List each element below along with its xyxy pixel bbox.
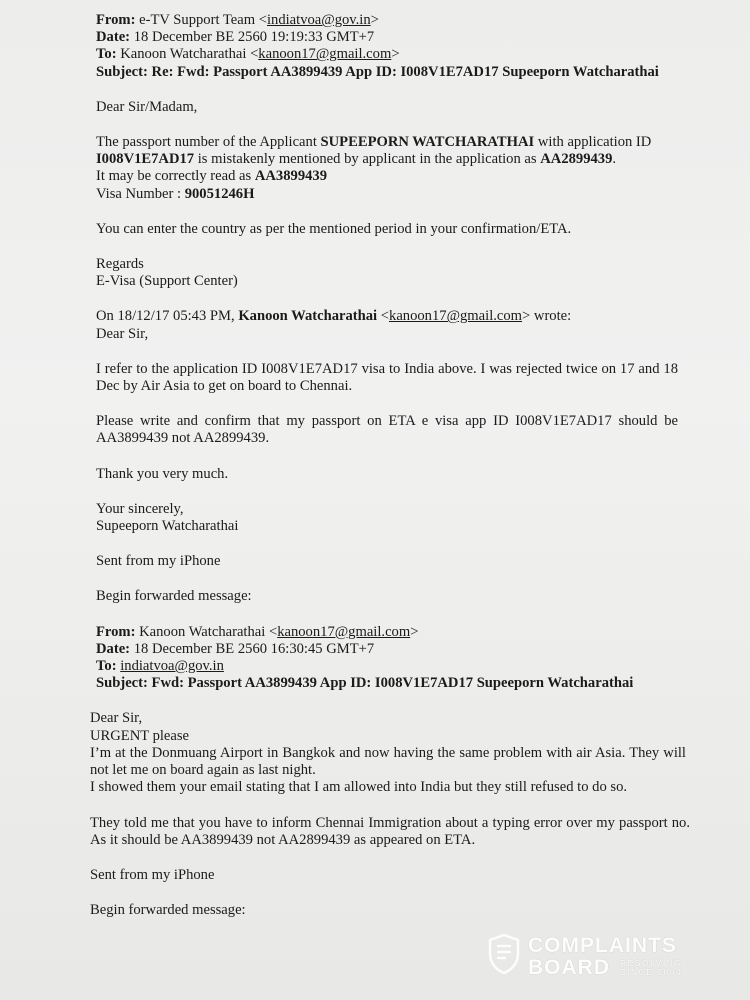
subject-value: Re: Fwd: Passport AA3899439 App ID: I008V1E7AD17 Supeeporn Watcharathai bbox=[151, 63, 659, 80]
reply-signoff: E-Visa (Support Center) bbox=[96, 273, 238, 290]
quote-author: Kanoon Watcharathai bbox=[238, 308, 378, 325]
application-id: I008V1E7AD17 bbox=[96, 151, 195, 168]
email-printout bbox=[90, 12, 716, 919]
quote-intro-text: < bbox=[377, 308, 390, 325]
fwd-date-label: Date: bbox=[96, 640, 131, 657]
fwd-to bbox=[96, 658, 716, 675]
watermark-line-2: BOARD bbox=[528, 956, 610, 979]
reply-greeting: Dear Sir/Madam, bbox=[96, 98, 198, 115]
reply-visa-number bbox=[96, 186, 716, 203]
quote-intro bbox=[96, 308, 716, 325]
quote-closing: Your sincerely, bbox=[96, 500, 184, 517]
fwd-to-email-link[interactable]: indiatvoa@gov.in bbox=[120, 658, 224, 675]
header-to bbox=[96, 46, 716, 63]
fwd-paragraph-2: I showed them your email stating that I am allowed into India but they still refused to do so. bbox=[90, 779, 628, 796]
fwd-from-label: From: bbox=[96, 623, 136, 640]
correct-passport-number: AA3899439 bbox=[254, 168, 328, 185]
fwd-from-bracket: > bbox=[410, 623, 419, 640]
quote-sent-from: Sent from my iPhone bbox=[96, 553, 221, 570]
watermark-line-1: COMPLAINTS bbox=[528, 934, 677, 957]
fwd-subject-value: Fwd: Passport AA3899439 App ID: I008V1E7AD17 Supeeporn Watcharathai bbox=[151, 675, 634, 692]
fwd-urgent: URGENT please bbox=[90, 727, 190, 744]
quote-intro-text: > wrote: bbox=[522, 308, 572, 325]
to-value: Kanoon Watcharathai < bbox=[120, 46, 259, 63]
quote-paragraph-1: I refer to the application ID I008V1E7AD17 visa to India above. I was rejected twice on 17 and 18 Dec by Air Asia to get on board to Chennai. bbox=[96, 360, 678, 395]
reply-paragraph-1-cont bbox=[96, 151, 716, 168]
reply-paragraph-entry: You can enter the country as per the mentioned period in your confirmation/ETA. bbox=[96, 220, 572, 237]
to-label: To: bbox=[96, 46, 117, 63]
from-email-link[interactable]: indiatvoa@gov.in bbox=[266, 12, 371, 28]
header-from bbox=[96, 12, 716, 29]
fwd-date-value: 18 December BE 2560 16:30:45 GMT+7 bbox=[133, 640, 375, 657]
reply-text: The passport number of the Applicant bbox=[96, 134, 321, 151]
quote-email-link[interactable]: kanoon17@gmail.com bbox=[389, 308, 523, 325]
quote-intro-text: On 18/12/17 05:43 PM, bbox=[96, 308, 239, 325]
reply-text: . bbox=[612, 151, 617, 168]
quote-thanks: Thank you very much. bbox=[96, 465, 229, 482]
fwd-paragraph-3: They told me that you have to inform Chennai Immigration about a typing error over my passport no. As it should be AA3899439 not AA2899439 as appeared on ETA. bbox=[90, 814, 690, 848]
from-label: From: bbox=[96, 12, 136, 28]
wrong-passport-number: AA2899439 bbox=[540, 151, 613, 168]
header-date bbox=[96, 29, 716, 46]
from-bracket: > bbox=[370, 12, 379, 28]
date-value: 18 December BE 2560 19:19:33 GMT+7 bbox=[133, 29, 375, 46]
reply-regards: Regards bbox=[96, 256, 144, 273]
header-subject bbox=[96, 64, 716, 81]
applicant-name: SUPEEPORN WATCHARATHAI bbox=[320, 134, 535, 151]
fwd-from bbox=[96, 624, 716, 641]
reply-text: It may be correctly read as bbox=[96, 168, 255, 185]
subject-label: Subject: bbox=[96, 63, 148, 80]
fwd-subject-label: Subject: bbox=[96, 675, 148, 692]
fwd-greeting: Dear Sir, bbox=[90, 710, 143, 727]
quote-name: Supeeporn Watcharathai bbox=[96, 518, 239, 535]
visa-number: 90051246H bbox=[184, 185, 255, 202]
from-value: e-TV Support Team < bbox=[139, 12, 267, 28]
quote-begin-forwarded: Begin forwarded message: bbox=[96, 588, 252, 605]
watermark-tagline bbox=[620, 959, 682, 977]
fwd-to-label: To: bbox=[96, 658, 117, 675]
fwd-subject bbox=[96, 675, 716, 692]
watermark-tag-2: SINCE 2004 bbox=[620, 967, 683, 977]
fwd-sent-from: Sent from my iPhone bbox=[90, 866, 215, 883]
reply-text: with application ID bbox=[534, 134, 652, 151]
shield-icon bbox=[488, 934, 520, 974]
to-email-link[interactable]: kanoon17@gmail.com bbox=[258, 46, 392, 63]
reply-text: Visa Number : bbox=[96, 185, 185, 202]
reply-correct-passport bbox=[96, 168, 716, 185]
watermark-tag-1: RESOLVING bbox=[620, 958, 683, 968]
fwd-date bbox=[96, 641, 716, 658]
fwd-from-email-link[interactable]: kanoon17@gmail.com bbox=[277, 623, 411, 640]
quote-paragraph-2: Please write and confirm that my passport on ETA e visa app ID I008V1E7AD17 should be AA3899439 not AA2899439. bbox=[96, 413, 678, 447]
date-label: Date: bbox=[96, 29, 131, 46]
complaints-board-watermark bbox=[488, 934, 720, 982]
fwd-paragraph-1: I’m at the Donmuang Airport in Bangkok and now having the same problem with air Asia. They will not let me on board again as last night. bbox=[90, 744, 686, 779]
to-bracket: > bbox=[391, 46, 400, 63]
fwd-begin-forwarded: Begin forwarded message: bbox=[90, 902, 246, 919]
reply-text: is mistakenly mentioned by applicant in the application as bbox=[194, 151, 541, 168]
quote-greeting: Dear Sir, bbox=[96, 325, 149, 342]
fwd-from-value: Kanoon Watcharathai < bbox=[139, 623, 278, 640]
reply-paragraph-1 bbox=[96, 134, 716, 151]
